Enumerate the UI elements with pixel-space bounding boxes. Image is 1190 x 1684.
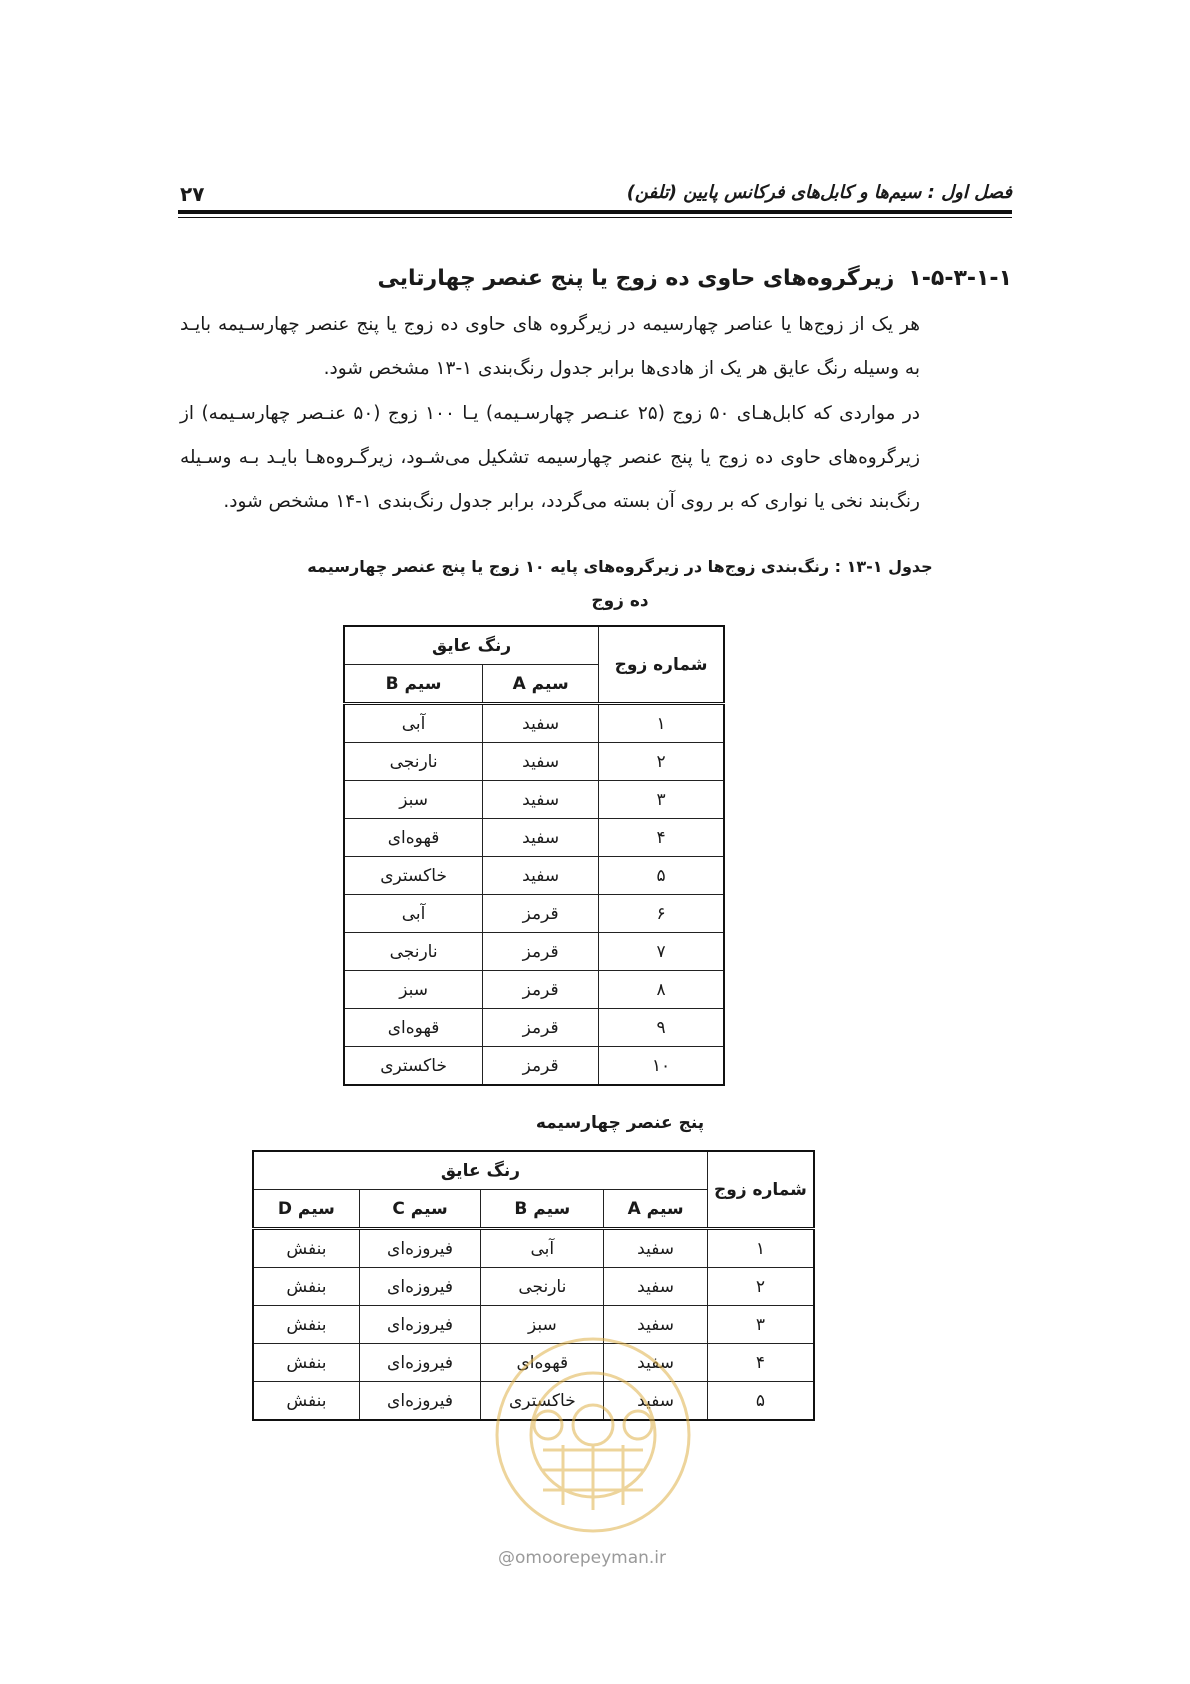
wire-a-cell: سفید [604, 1268, 708, 1306]
wire-a-cell: قرمز [483, 895, 599, 933]
wire-b-cell: نارنجی [344, 933, 483, 971]
pair-number-cell: ۲ [707, 1268, 814, 1306]
table2-subtitle: پنج عنصر چهارسیمه [535, 1113, 705, 1133]
wire-c-cell: فیروزه‌ای [359, 1382, 481, 1421]
wire-c-cell: فیروزه‌ای [359, 1229, 481, 1268]
wire-b-cell: آبی [481, 1229, 604, 1268]
wire-a-cell: قرمز [483, 1047, 599, 1086]
wire-b-cell: سبز [344, 971, 483, 1009]
header-wire-d: سیم D [253, 1190, 359, 1229]
wire-a-cell: قرمز [483, 971, 599, 1009]
pair-number-cell: ۱ [707, 1229, 814, 1268]
pair-number-cell: ۳ [599, 781, 724, 819]
header-rule-thin [178, 217, 1012, 218]
header-wire-a: سیم A [604, 1190, 708, 1229]
header-wire-b: سیم B [481, 1190, 604, 1229]
wire-a-cell: سفید [483, 857, 599, 895]
table-row [344, 781, 724, 819]
wire-b-cell: خاکستری [344, 1047, 483, 1086]
table1-subtitle: ده زوج [591, 591, 649, 611]
table-row [344, 971, 724, 1009]
header-wire-a: سیم A [483, 665, 599, 704]
section-number: ۱-۵-۳-۱-۱ [908, 266, 1012, 291]
wire-d-cell: بنفش [253, 1344, 359, 1382]
wire-a-cell: سفید [604, 1229, 708, 1268]
wire-a-cell: سفید [483, 781, 599, 819]
wire-a-cell: سفید [604, 1344, 708, 1382]
wire-a-cell: سفید [604, 1382, 708, 1421]
pair-number-cell: ۴ [599, 819, 724, 857]
wire-b-cell: سبز [481, 1306, 604, 1344]
wire-c-cell: فیروزه‌ای [359, 1306, 481, 1344]
header-insulation-color: رنگ عایق [344, 626, 599, 665]
table-row [253, 1268, 814, 1306]
table-row [344, 933, 724, 971]
wire-b-cell: قهوه‌ای [344, 819, 483, 857]
wire-b-cell: نارنجی [481, 1268, 604, 1306]
table-row [344, 857, 724, 895]
chapter-title: فصل اول : سیم‌ها و کابل‌های فرکانس پایین (تلفن) [626, 182, 1012, 203]
table-row [253, 1229, 814, 1268]
wire-b-cell: سبز [344, 781, 483, 819]
pair-number-cell: ۶ [599, 895, 724, 933]
wire-b-cell: خاکستری [344, 857, 483, 895]
pair-number-cell: ۵ [599, 857, 724, 895]
wire-a-cell: سفید [483, 743, 599, 781]
watermark-text: @omoorepeyman.ir [498, 1548, 667, 1568]
wire-b-cell: قهوه‌ای [344, 1009, 483, 1047]
paragraph: هر یک از زوج‌ها یا عناصر چهارسیمه در زیرگروه های حاوی ده زوج یا پنج عنصر چهارسـیمه بایـد به وسیله رنگ عایق هر یک از هادی‌ها برابر جدول رنگ‌بندی ۱-۱۳ مشخص شود. [180, 314, 920, 379]
table-row [344, 743, 724, 781]
pair-number-cell: ۸ [599, 971, 724, 1009]
wire-b-cell: نارنجی [344, 743, 483, 781]
wire-b-cell: خاکستری [481, 1382, 604, 1421]
table-row [344, 895, 724, 933]
page-number: ۲۷ [180, 182, 205, 206]
pair-number-cell: ۷ [599, 933, 724, 971]
paragraph: در مواردی که کابل‌هـای ۵۰ زوج (۲۵ عنـصر چهارسـیمه) یـا ۱۰۰ زوج (۵۰ عنـصر چهارسـیمه) از زیرگروه‌های حاوی ده زوج یا پنج عنصر چهارسیمه تشکیل می‌شـود، زیرگـروه‌هـا بایـد بـه وسـیله رنگ‌بند نخی یا نواری که بر روی آن بسته می‌گردد، برابر جدول رنگ‌بندی ۱-۱۴ مشخص شود. [180, 403, 920, 512]
table-row [344, 1009, 724, 1047]
section-title: زیرگروه‌های حاوی ده زوج یا پنج عنصر چهارتایی [377, 266, 895, 291]
wire-a-cell: سفید [483, 819, 599, 857]
header-rule [178, 210, 1012, 214]
pair-number-cell: ۱ [599, 704, 724, 743]
section-heading [378, 266, 1012, 291]
pair-number-cell: ۹ [599, 1009, 724, 1047]
table-ten-pairs [343, 625, 725, 1086]
pair-number-cell: ۱۰ [599, 1047, 724, 1086]
wire-d-cell: بنفش [253, 1229, 359, 1268]
wire-a-cell: قرمز [483, 933, 599, 971]
table-row [344, 704, 724, 743]
table-caption: جدول ۱-۱۳ : رنگ‌بندی زوج‌ها در زیرگروه‌های پایه ۱۰ زوج یا پنج عنصر چهارسیمه [307, 557, 933, 576]
pair-number-cell: ۵ [707, 1382, 814, 1421]
pair-number-cell: ۳ [707, 1306, 814, 1344]
wire-b-cell: قهوه‌ای [481, 1344, 604, 1382]
wire-c-cell: فیروزه‌ای [359, 1344, 481, 1382]
wire-a-cell: سفید [483, 704, 599, 743]
header-insulation-color: رنگ عایق [253, 1151, 707, 1190]
wire-d-cell: بنفش [253, 1268, 359, 1306]
wire-a-cell: سفید [604, 1306, 708, 1344]
header-wire-b: سیم B [344, 665, 483, 704]
table-row [344, 1047, 724, 1086]
wire-b-cell: آبی [344, 704, 483, 743]
watermark-seal-icon [488, 1330, 698, 1540]
pair-number-cell: ۲ [599, 743, 724, 781]
header-wire-c: سیم C [359, 1190, 481, 1229]
table-row [344, 819, 724, 857]
header-pair-number: شماره زوج [707, 1151, 814, 1229]
wire-d-cell: بنفش [253, 1382, 359, 1421]
wire-b-cell: آبی [344, 895, 483, 933]
wire-a-cell: قرمز [483, 1009, 599, 1047]
pair-number-cell: ۴ [707, 1344, 814, 1382]
wire-d-cell: بنفش [253, 1306, 359, 1344]
wire-c-cell: فیروزه‌ای [359, 1268, 481, 1306]
header-pair-number: شماره زوج [599, 626, 724, 704]
